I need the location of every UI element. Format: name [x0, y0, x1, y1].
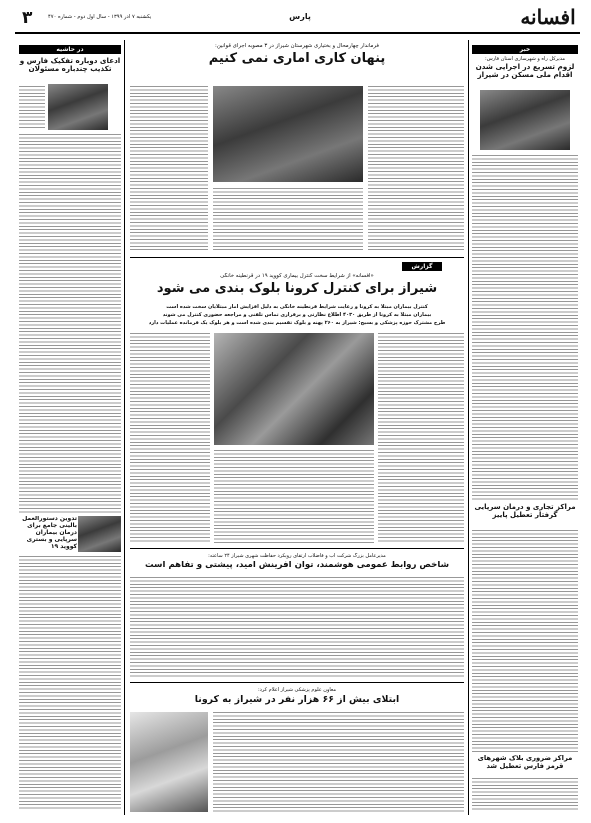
- bottom-body: [213, 712, 464, 812]
- report-rule: [130, 257, 464, 258]
- top-headline: پنهان کاری آماری نمی کنیم: [208, 52, 386, 66]
- report-bullet-1: کنترل بیماران مبتلا به کرونا و رعایت شرایط قرنطینه خانگی به دلیل افزایش آمار مبتلایان سخت شده است: [166, 304, 428, 310]
- report-headline: شیراز برای کنترل کرونا بلوک بندی می شود: [156, 282, 438, 296]
- right-body-3: [472, 778, 578, 812]
- right-body-1: [472, 155, 578, 500]
- left-col-rule: [124, 40, 125, 815]
- top-kicker: فرماندار چهارمحال و بختیاری شهرستان شیراز در ۳ مصوبه اجرای قوانین:: [215, 43, 379, 49]
- report-body-right: [378, 333, 464, 543]
- masthead-rule: [15, 32, 580, 34]
- photo-medical: [130, 712, 208, 812]
- page-number: ۳: [22, 8, 33, 28]
- report-kicker: «افسانه» از شرایط سخت کنترل بیماری کووید ۱۹ در قرنطینه خانگی: [220, 273, 374, 279]
- right-headline: لزوم تسریع در اجرایی شدن اقدام ملی مسکن در شیراز: [475, 63, 575, 80]
- date-line: یکشنبه ۷ آذر ۱۳۹۹ - سال اول دوم - شماره ۴۷۰: [48, 14, 152, 20]
- mid-rule: [130, 548, 464, 549]
- right-final-headline: مراکز ضروری بلاک شهرهای قرمز فارس تعطیل شد: [477, 755, 573, 770]
- mid-headline: شاخص روابط عمومی هوشمند، توان آفرینش امید، پیشتی و تفاهم است: [144, 561, 450, 570]
- photo-portrait-left: [48, 84, 108, 130]
- report-body-center: [214, 450, 374, 543]
- top-body-left: [130, 86, 208, 251]
- right-bottom-headline: مراکز تجاری و درمان سرپایی گرفتار تعطیل پاییز: [474, 503, 576, 520]
- mid-body: [130, 577, 464, 677]
- photo-street: [214, 333, 374, 445]
- right-col-rule: [468, 40, 469, 815]
- photo-official: [480, 90, 570, 150]
- bottom-headline: ابتلای بیش از ۶۶ هزار نفر در شیراز به کرونا: [194, 695, 400, 705]
- bottom-rule: [130, 682, 464, 683]
- report-tag: گزارش: [402, 262, 442, 271]
- report-body-left: [130, 333, 210, 543]
- left-tag: در حاشیه: [19, 45, 121, 54]
- left-body-1: [19, 86, 45, 130]
- report-bullet-2: بیماران مبتلا به کرونا از طریق ۴۰۳۰ اطلاع نظارتی و برقراری تماس تلفنی و مراجعه حضوری کنترل می شوند: [162, 312, 432, 318]
- report-bullet-3: طرح مشترک حوزه پزشکی و بسیج: شیراز به ۲۶۰ پهنه و بلوک تقسیم بندی شده است و هر بلوک یک فرمانده عملیات دارد: [148, 320, 446, 326]
- left-body-2: [19, 134, 121, 514]
- left-body-3: [19, 556, 121, 811]
- right-kicker: مدیرکل راه و شهرسازی استان فارس:: [484, 56, 566, 62]
- right-tag: خبر: [472, 45, 578, 54]
- right-body-2: [472, 530, 578, 752]
- photo-meeting: [213, 86, 363, 182]
- bottom-kicker: معاون علوم پزشکی شیراز اعلام کرد:: [258, 687, 336, 693]
- masthead-logo: افسانه: [520, 5, 576, 29]
- left-bottom-headline: تدوین دستورالعمل بالینی جامع برای درمان بیماران سرپایی و بستری کووید ۱۹: [22, 516, 77, 550]
- top-body-center: [213, 188, 363, 251]
- section-name: پارس: [289, 12, 311, 21]
- mid-kicker: مدیرعامل بزرگ شرکت آب و فاضلاب ارتقای رویکرد حفاظت شهری شیراز ۲۴ ساعته:: [208, 553, 386, 559]
- photo-portrait-left-2: [78, 516, 121, 552]
- top-body-right: [368, 86, 464, 251]
- left-headline: ادعای دوباره تفکیک فارس و تکذیب چندباره مسئولان: [19, 57, 121, 74]
